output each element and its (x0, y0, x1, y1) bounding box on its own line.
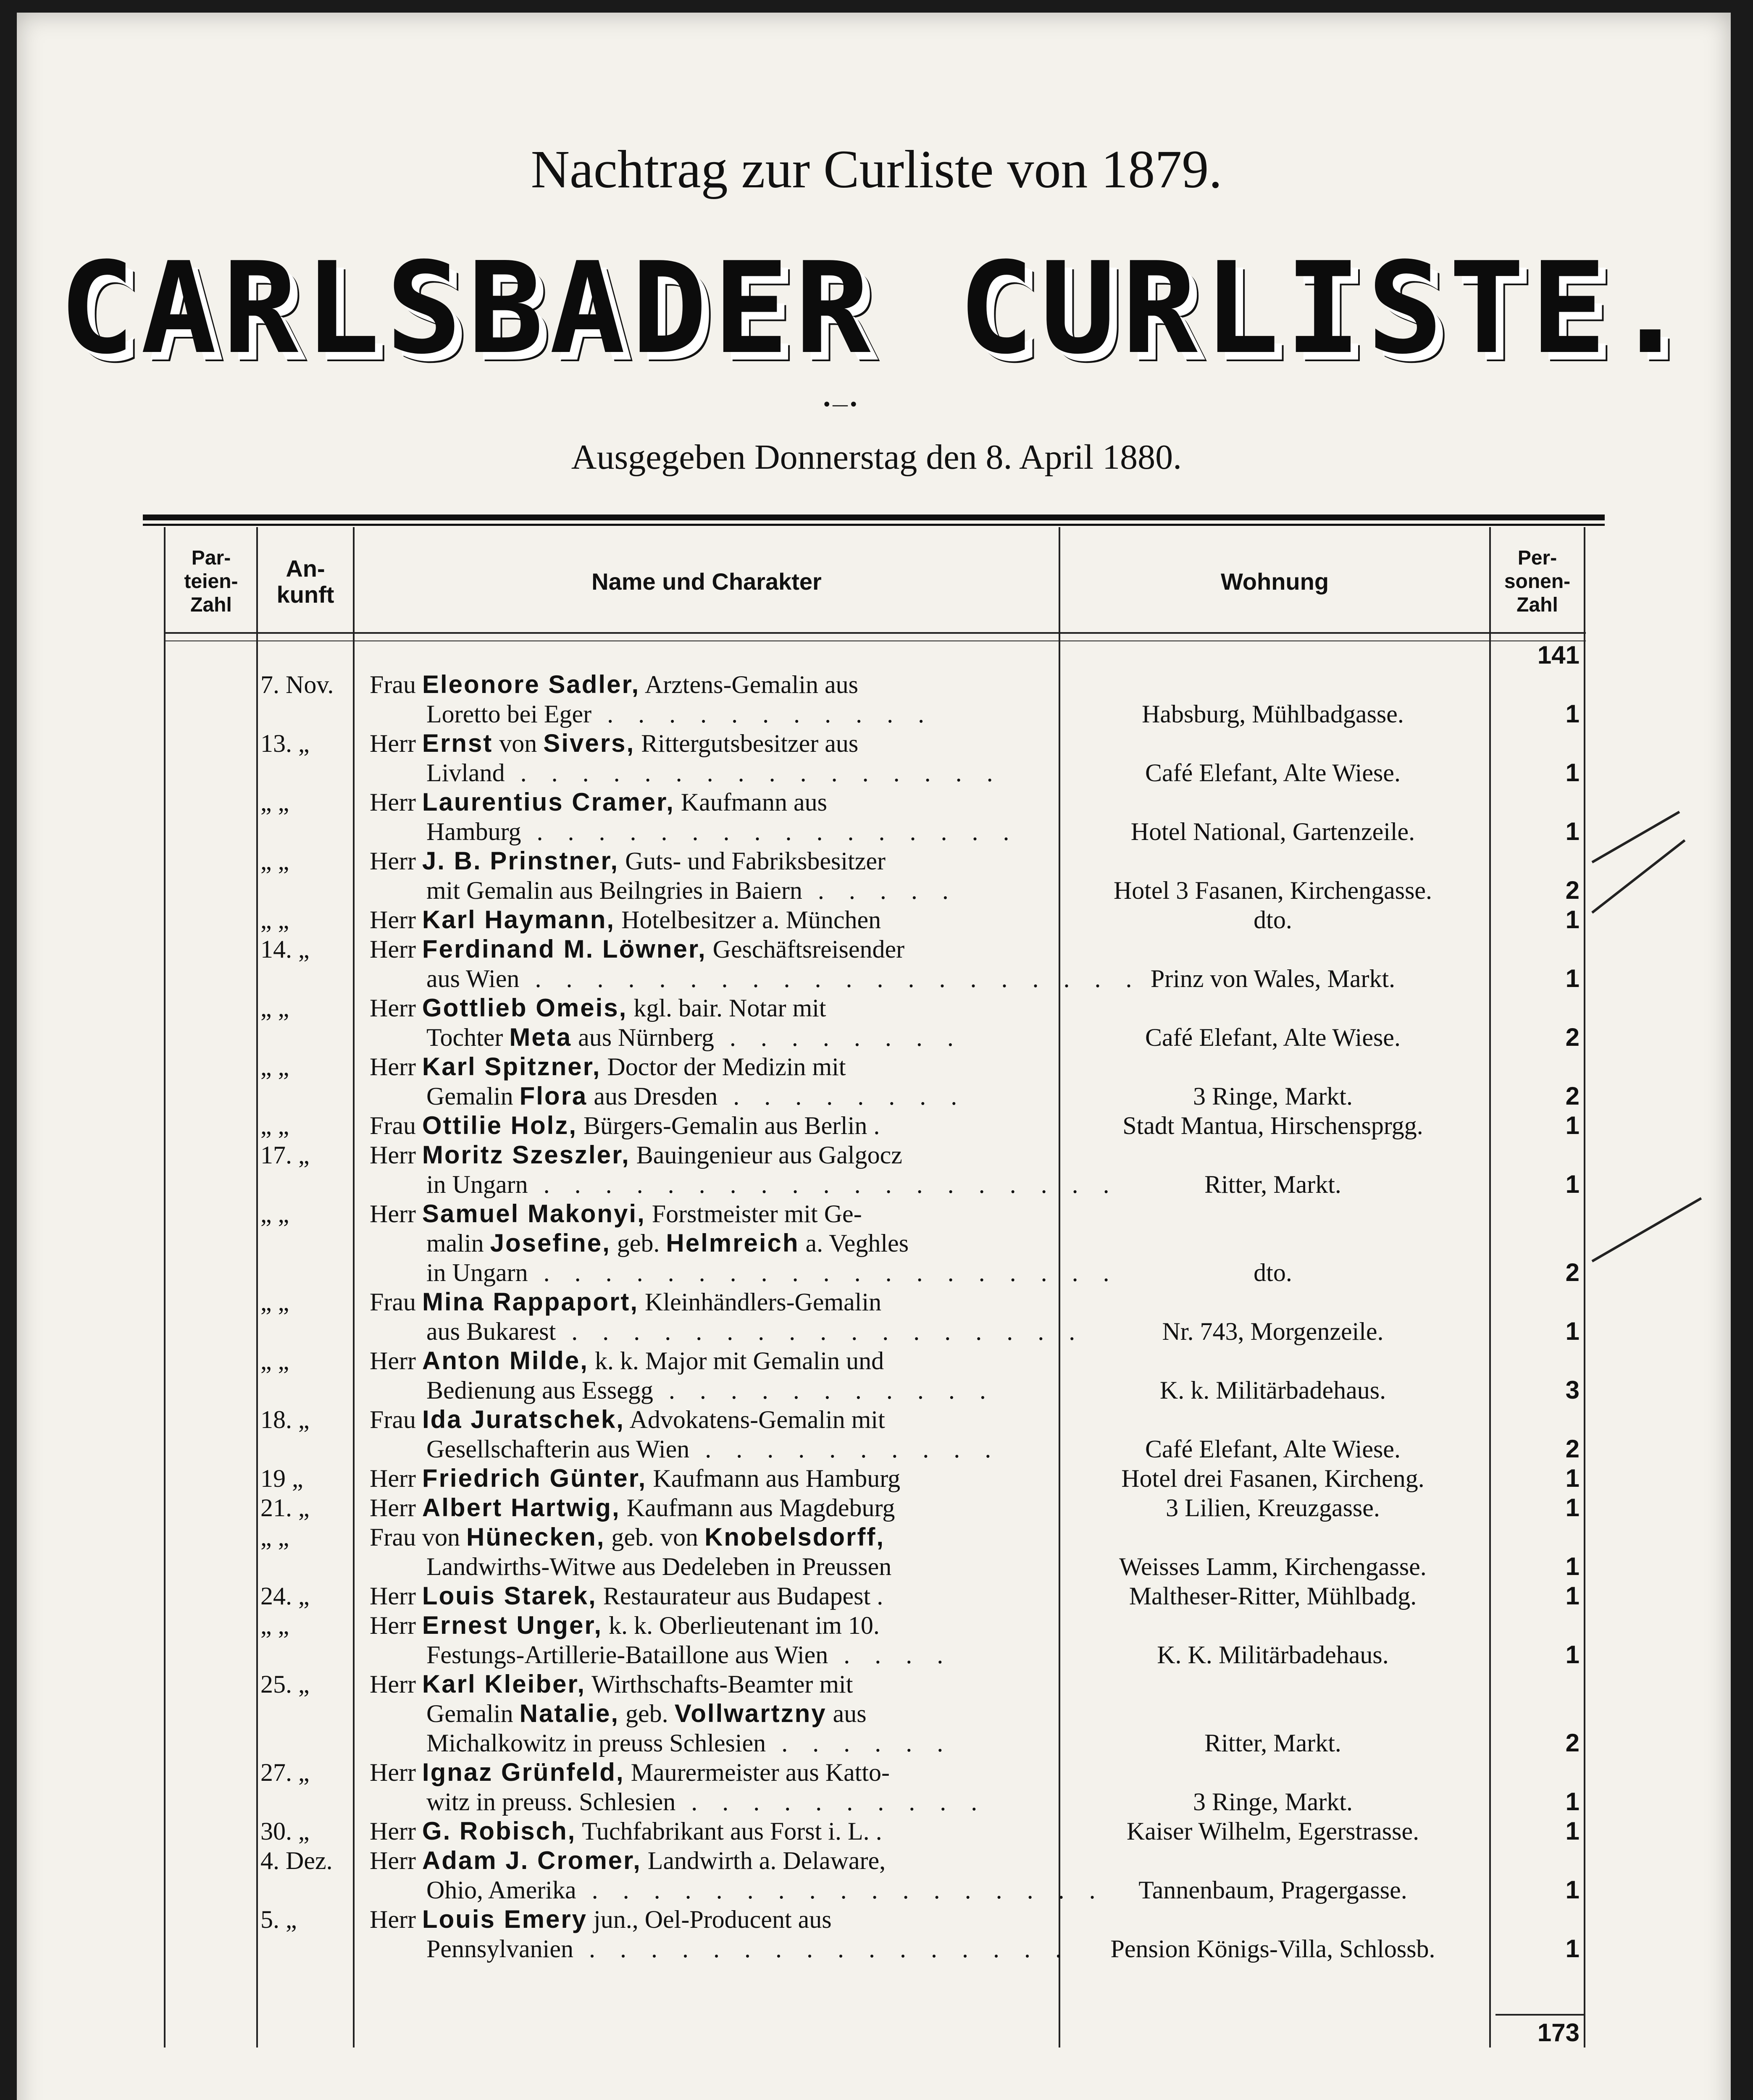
arrival-date: 18. „ (260, 1406, 310, 1433)
guest-name: Knobelsdorff, (704, 1523, 885, 1551)
guest-name-and-title (370, 1493, 1042, 1522)
lodging-address: Kaiser Wilhelm, Egerstrasse. (1126, 1817, 1419, 1845)
guest-description: Hamburg (426, 818, 521, 845)
guest-description: Hotelbesitzer a. München (615, 906, 881, 934)
arrival-date: „ „ (260, 1053, 289, 1081)
guest-description: Festungs-Artillerie-Bataillone aus Wien (426, 1641, 828, 1669)
lodging-address: dto. (1254, 906, 1292, 934)
lodging-address: Café Elefant, Alte Wiese. (1145, 1024, 1401, 1051)
guest-description: Pennsylvanien (426, 1935, 573, 1963)
guest-name: Louis Emery (422, 1905, 588, 1933)
guest-name: Mina Rappaport, (422, 1288, 639, 1316)
header-bottom-rule (164, 632, 1586, 634)
arrival-date: 27. „ (260, 1759, 310, 1786)
guest-description: Gemalin (426, 1082, 520, 1110)
leader-dots: . . . . . . . . (717, 1082, 967, 1110)
guest-name-and-title (370, 1846, 1105, 1905)
header-party-count: Par- teien- Zahl (184, 547, 238, 616)
guest-name: Ernst (422, 729, 493, 757)
lodging-address: K. k. Militärbadehaus. (1159, 1376, 1386, 1404)
guest-row (0, 1052, 1753, 1111)
guest-description: aus Nürnberg (572, 1024, 714, 1051)
lodging-address: Café Elefant, Alte Wiese. (1145, 1435, 1401, 1463)
guest-description: Restaurateur aus Budapest . (597, 1582, 883, 1610)
persons-count: 1 (1565, 759, 1580, 787)
guest-row (0, 1405, 1753, 1464)
guest-description: geb. (619, 1700, 675, 1727)
guest-name: Moritz Szeszler, (422, 1141, 630, 1169)
persons-count: 2 (1565, 1082, 1580, 1110)
main-title: CARLSBADER CURLISTE. (59, 235, 1694, 382)
arrival-date: 21. „ (260, 1494, 310, 1522)
guest-name-and-title (370, 846, 1042, 905)
persons-count: 1 (1565, 817, 1580, 845)
lodging-address: Nr. 743, Morgenzeile. (1162, 1318, 1384, 1345)
guest-name-and-title (370, 905, 1042, 934)
header-lodging: Wohnung (1220, 568, 1329, 595)
persons-count: 1 (1565, 1876, 1580, 1904)
lodging-address: Ritter, Markt. (1204, 1171, 1341, 1198)
guest-name-and-title (370, 934, 1141, 993)
honorific: Herr (370, 1347, 422, 1375)
ornament-divider: •—• (822, 395, 859, 415)
honorific: Herr (370, 994, 422, 1022)
leader-dots: . . . . . . . . . . . . . . . . . . . (528, 1259, 1119, 1286)
guest-description: Guts- und Fabriksbesitzer (619, 847, 886, 875)
guest-name-and-title (370, 1905, 1071, 1964)
guest-name-and-title (370, 1111, 1042, 1140)
leader-dots: . . . . . . . . (714, 1024, 963, 1051)
persons-count: 2 (1565, 1729, 1580, 1757)
honorific: Herr (370, 1053, 422, 1081)
header-rule-thick (143, 514, 1605, 520)
guest-name: Eleonore Sadler, (422, 670, 640, 698)
persons-count: 2 (1565, 876, 1580, 904)
guest-description: Kleinhändlers-Gemalin (639, 1288, 882, 1316)
guest-description: Maurermeister aus Katto- (624, 1759, 890, 1786)
guest-name-and-title (370, 1287, 1085, 1346)
honorific: Frau (370, 1288, 422, 1316)
guest-description: jun., Oel-Producent aus (587, 1906, 832, 1933)
arrival-date: 5. „ (260, 1906, 297, 1933)
guest-description: Loretto bei Eger (426, 700, 592, 728)
persons-count: 1 (1565, 1494, 1580, 1522)
honorific: Herr (370, 1141, 422, 1169)
guest-row (0, 1493, 1753, 1522)
honorific: Herr (370, 1847, 422, 1874)
persons-count: 1 (1565, 1111, 1580, 1139)
header-arrival: An- kunft (276, 555, 334, 608)
guest-name-and-title (370, 1464, 1042, 1493)
honorific: Herr (370, 1200, 422, 1228)
honorific: Frau (370, 671, 422, 698)
guest-description: witz in preuss. Schlesien (426, 1788, 676, 1816)
guest-name: Samuel Makonyi, (422, 1200, 646, 1228)
persons-count: 1 (1565, 1464, 1580, 1492)
honorific: Herr (370, 1906, 422, 1933)
persons-count: 2 (1565, 1023, 1580, 1051)
header-bottom-rule-thin (164, 640, 1586, 641)
guest-description: in Ungarn (426, 1171, 528, 1198)
companion-name: Helmreich (666, 1229, 799, 1257)
honorific: Herr (370, 730, 422, 757)
lodging-address: K. K. Militärbadehaus. (1157, 1641, 1389, 1669)
leader-dots: . . . . . . . . . . (675, 1788, 987, 1816)
guest-description: malin (426, 1229, 490, 1257)
lodging-address: Hotel 3 Fasanen, Kirchengasse. (1113, 877, 1432, 904)
lodging-address: Hotel drei Fasanen, Kircheng. (1121, 1465, 1424, 1492)
guest-name-and-title (370, 1670, 1042, 1758)
guest-description: Landwirth a. Delaware, (641, 1847, 886, 1874)
persons-count: 1 (1565, 1788, 1580, 1816)
guest-row (0, 1611, 1753, 1670)
guest-name: Ignaz Grünfeld, (422, 1758, 625, 1786)
guest-description: aus Bukarest (426, 1318, 556, 1345)
guest-name-and-title (370, 1052, 1042, 1111)
guest-description: Rittergutsbesitzer aus (635, 730, 859, 757)
honorific: Herr (370, 906, 422, 934)
leader-dots: . . . . . . . . . . . . . . . . . (576, 1876, 1105, 1904)
arrival-date: 4. Dez. (260, 1847, 333, 1874)
lodging-address: dto. (1254, 1259, 1292, 1286)
persons-count: 1 (1565, 1817, 1580, 1845)
guest-name: Ida Juratschek, (422, 1405, 625, 1433)
guest-description: a. Veghles (799, 1229, 909, 1257)
honorific: Herr (370, 1612, 422, 1639)
guest-description: Kaufmann aus Magdeburg (620, 1494, 895, 1522)
guest-name-and-title (370, 993, 1042, 1052)
guest-row (0, 1111, 1753, 1140)
guest-description: von (493, 730, 544, 757)
persons-count: 1 (1565, 964, 1580, 992)
honorific: Herr (370, 1465, 422, 1492)
companion-name: Josefine, (490, 1229, 611, 1257)
guest-description: Doctor der Medizin mit (601, 1053, 846, 1081)
guest-description: Gemalin (426, 1700, 520, 1727)
companion-name: Vollwartzny (674, 1699, 827, 1727)
header-name: Name und Charakter (591, 568, 822, 595)
leader-dots: . . . . . . . . . . . . . . . . . . . (528, 1171, 1119, 1198)
lodging-address: Maltheser-Ritter, Mühlbadg. (1129, 1582, 1417, 1610)
lodging-address: 3 Ringe, Markt. (1193, 1082, 1353, 1110)
guest-description: Livland (426, 759, 505, 787)
guest-description: Bauingenieur aus Galgocz (630, 1141, 902, 1169)
guest-name: Karl Haymann, (422, 906, 615, 934)
guest-row (0, 1670, 1753, 1758)
leader-dots: . . . . . . . . . . . (591, 700, 934, 728)
guest-description: Bürgers-Gemalin aus Berlin . (577, 1112, 880, 1139)
guest-description: Bedienung aus Essegg (426, 1376, 653, 1404)
guest-name-and-title (370, 1758, 1042, 1816)
guest-name: Anton Milde, (422, 1347, 589, 1375)
guest-name-and-title (370, 1199, 1119, 1287)
total-rule (1495, 2014, 1584, 2016)
honorific: Frau (370, 1406, 422, 1433)
guest-name-and-title (370, 1140, 1119, 1199)
header-rule-thin (143, 524, 1605, 526)
guest-description: Michalkowitz in preuss Schlesien (426, 1729, 766, 1757)
guest-row (0, 1758, 1753, 1816)
arrival-date: „ „ (260, 1347, 289, 1375)
guest-description: k. k. Major mit Gemalin und (588, 1347, 884, 1375)
honorific: Herr (370, 1494, 422, 1522)
guest-row (0, 993, 1753, 1052)
lodging-address: Pension Königs-Villa, Schlossb. (1110, 1935, 1435, 1963)
honorific: Herr (370, 847, 422, 875)
leader-dots: . . . . . . . . . . . . . . . . (573, 1935, 1071, 1963)
guest-row (0, 1140, 1753, 1199)
guest-row (0, 934, 1753, 993)
issued-date-line: Ausgegeben Donnerstag den 8. April 1880. (571, 438, 1182, 477)
arrival-date: 25. „ (260, 1670, 310, 1698)
honorific: Herr (370, 1817, 422, 1845)
persons-count: 1 (1565, 1170, 1580, 1198)
persons-count: 1 (1565, 700, 1580, 728)
arrival-date: 17. „ (260, 1141, 310, 1169)
guest-description: Gesellschafterin aus Wien (426, 1435, 690, 1463)
guest-name-and-title (370, 729, 1042, 788)
guest-row (0, 670, 1753, 729)
guest-description: Arztens-Gemalin aus (640, 671, 859, 698)
guest-row (0, 1464, 1753, 1493)
lodging-address: Ritter, Markt. (1204, 1729, 1341, 1757)
guest-name: Laurentius Cramer, (422, 788, 675, 816)
guest-row (0, 729, 1753, 788)
arrival-date: „ „ (260, 1200, 289, 1228)
guest-description: Kaufmann aus Hamburg (647, 1465, 901, 1492)
lodging-address: Habsburg, Mühlbadgasse. (1142, 700, 1404, 728)
guest-description: k. k. Oberlieutenant im 10. (602, 1612, 880, 1639)
guest-name-and-title (370, 1581, 1042, 1611)
grand-total: 173 (1537, 2019, 1580, 2047)
guest-description: aus Dresden (587, 1082, 718, 1110)
guest-description: Landwirths-Witwe aus Dedeleben in Preussen (426, 1553, 892, 1580)
guest-name: Gottlieb Omeis, (422, 994, 628, 1022)
lodging-address: Stadt Mantua, Hirschensprgg. (1122, 1112, 1423, 1139)
guest-description: mit Gemalin aus Beilngries in Baiern (426, 877, 802, 904)
arrival-date: „ „ (260, 994, 289, 1022)
arrival-date: „ „ (260, 1112, 289, 1139)
persons-count: 1 (1565, 1552, 1580, 1580)
persons-count: 2 (1565, 1435, 1580, 1463)
honorific: Herr (370, 935, 422, 963)
arrival-date: „ „ (260, 906, 289, 934)
guest-name: Friedrich Günter, (422, 1464, 647, 1492)
persons-count: 1 (1565, 1582, 1580, 1610)
guest-description: geb. (610, 1229, 666, 1257)
guest-name: Adam J. Cromer, (422, 1846, 641, 1874)
leader-dots: . . . . . . . . . . . . . . . . (505, 759, 1002, 787)
lodging-address: Tannenbaum, Pragergasse. (1138, 1876, 1407, 1904)
supplement-title: Nachtrag zur Curliste von 1879. (531, 139, 1222, 199)
guest-name: Albert Hartwig, (422, 1494, 620, 1522)
guest-name: G. Robisch, (422, 1817, 576, 1845)
persons-count: 1 (1565, 1317, 1580, 1345)
guest-row (0, 1846, 1753, 1905)
guest-row (0, 846, 1753, 905)
arrival-date: 30. „ (260, 1817, 310, 1845)
guest-description: aus (826, 1700, 867, 1727)
guest-name: Karl Spitzner, (422, 1053, 601, 1081)
lodging-address: Hotel National, Gartenzeile. (1130, 818, 1415, 845)
arrival-date: 7. Nov. (260, 671, 334, 698)
guest-row (0, 905, 1753, 934)
guest-description: kgl. bair. Notar mit (627, 994, 826, 1022)
guest-name: Sivers, (543, 729, 635, 757)
header-persons: Per- sonen- Zahl (1504, 547, 1571, 616)
guest-description: geb. von (605, 1523, 705, 1551)
guest-description: Tuchfabrikant aus Forst i. L. . (576, 1817, 882, 1845)
leader-dots: . . . . . . . . . . . . . . . . . (556, 1318, 1085, 1345)
guest-name-and-title (370, 1346, 1042, 1405)
guest-name: J. B. Prinstner, (422, 847, 619, 875)
persons-count: 1 (1565, 1935, 1580, 1963)
guest-name: Hünecken, (466, 1523, 605, 1551)
persons-count: 1 (1565, 1641, 1580, 1669)
lodging-address: Café Elefant, Alte Wiese. (1145, 759, 1401, 787)
guest-description: Tochter (426, 1024, 510, 1051)
leader-dots: . . . . . . . . . . . . . . . . (521, 818, 1019, 845)
lodging-address: 3 Lilien, Kreuzgasse. (1166, 1494, 1380, 1522)
companion-name: Meta (509, 1023, 572, 1051)
guest-name: Ottilie Holz, (422, 1111, 577, 1139)
leader-dots: . . . . (828, 1641, 953, 1669)
guest-name-and-title (370, 1816, 1042, 1846)
arrival-date: 24. „ (260, 1582, 310, 1610)
lodging-address: Weisses Lamm, Kirchengasse. (1119, 1553, 1427, 1580)
leader-dots: . . . . . . (766, 1729, 953, 1757)
leader-dots: . . . . . (802, 877, 958, 904)
guest-name: Karl Kleiber, (422, 1670, 586, 1698)
arrival-date: „ „ (260, 1523, 289, 1551)
guest-row (0, 1816, 1753, 1846)
honorific: Herr (370, 788, 422, 816)
guest-name-and-title (370, 788, 1042, 846)
honorific: Herr (370, 1582, 422, 1610)
lodging-address: Prinz von Wales, Markt. (1150, 965, 1396, 992)
guest-row (0, 1522, 1753, 1581)
guest-name-and-title (370, 1611, 1042, 1670)
guest-description: Advokatens-Gemalin mit (624, 1406, 885, 1433)
honorific: Frau (370, 1112, 422, 1139)
guest-name-and-title (370, 670, 1042, 729)
arrival-date: 14. „ (260, 935, 310, 963)
leader-dots: . . . . . . . . . . (689, 1435, 1001, 1463)
guest-description: aus Wien (426, 965, 520, 992)
leader-dots: . . . . . . . . . . . (653, 1376, 995, 1404)
honorific: Herr (370, 1670, 422, 1698)
guest-description: Kaufmann aus (674, 788, 828, 816)
guest-name: Ernest Unger, (422, 1611, 603, 1639)
guest-description: Wirthschafts-Beamter mit (586, 1670, 853, 1698)
arrival-date: „ „ (260, 847, 289, 875)
guest-row (0, 1287, 1753, 1346)
arrival-date: 13. „ (260, 730, 310, 757)
arrival-date: „ „ (260, 788, 289, 816)
persons-count: 1 (1565, 906, 1580, 934)
guest-description: Forstmeister mit Ge- (645, 1200, 862, 1228)
companion-name: Natalie, (519, 1699, 620, 1727)
guest-row (0, 788, 1753, 846)
guest-name: Ferdinand M. Löwner, (422, 935, 707, 963)
honorific: Herr (370, 1759, 422, 1786)
arrival-date: „ „ (260, 1612, 289, 1639)
leader-dots: . . . . . . . . . . . . . . . . . . . . (519, 965, 1141, 992)
arrival-date: „ „ (260, 1288, 289, 1316)
companion-name: Flora (519, 1082, 588, 1110)
lodging-address: 3 Ringe, Markt. (1193, 1788, 1353, 1816)
guest-name-and-title (370, 1405, 1042, 1464)
persons-count: 3 (1565, 1376, 1580, 1404)
guest-description: Geschäftsreisender (706, 935, 905, 963)
guest-description: in Ungarn (426, 1259, 528, 1286)
guest-row (0, 1581, 1753, 1611)
guest-name: Louis Starek, (422, 1582, 597, 1610)
guest-row (0, 1346, 1753, 1405)
honorific: Frau von (370, 1523, 466, 1551)
carried-forward-total: 141 (1537, 641, 1580, 669)
guest-row (0, 1905, 1753, 1964)
guest-description: Ohio, Amerika (426, 1876, 576, 1904)
guest-name-and-title (370, 1522, 1042, 1581)
arrival-date: 19 „ (260, 1465, 303, 1492)
guest-row (0, 1199, 1753, 1287)
persons-count: 2 (1565, 1258, 1580, 1286)
